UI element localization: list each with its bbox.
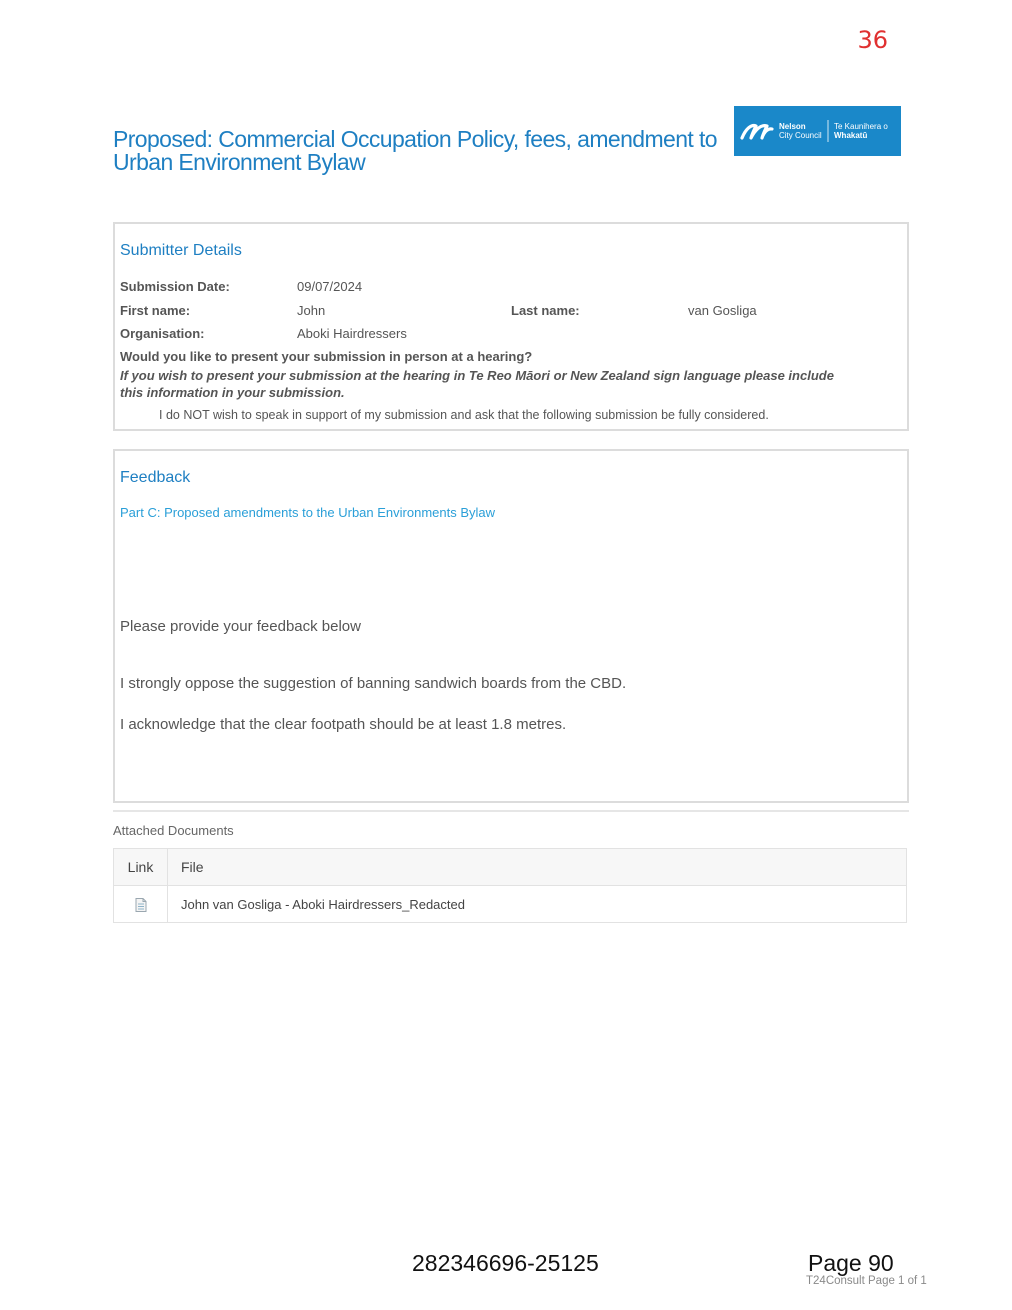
title-line-1: Proposed: Commercial Occupation Policy, fees, amendment to	[113, 126, 717, 152]
hearing-note	[120, 367, 900, 401]
feedback-prompt: Please provide your feedback below	[120, 618, 361, 635]
attachment-file-name: John van Gosliga - Aboki Hairdressers_Redacted	[168, 886, 907, 923]
feedback-title: Feedback	[120, 469, 191, 486]
organisation-value: Aboki Hairdressers	[297, 326, 407, 341]
first-name-label: First name:	[120, 303, 191, 318]
footer-reference: 282346696-25125	[412, 1250, 599, 1276]
organisation-label: Organisation:	[120, 326, 205, 341]
feedback-paragraph-2: I acknowledge that the clear footpath should be at least 1.8 metres.	[120, 716, 567, 733]
attachment-link-cell[interactable]	[114, 886, 168, 923]
hearing-note-line-2: this information in your submission.	[120, 385, 345, 400]
column-header-link: Link	[114, 849, 168, 886]
footer-consult-info: T24Consult Page 1 of 1	[806, 1275, 927, 1287]
logo-maori-line-2: Whakatū	[834, 131, 868, 140]
table-header-row	[114, 849, 907, 886]
logo-maori-line-1: Te Kaunihera o	[834, 122, 888, 131]
last-name-value: van Gosliga	[688, 303, 757, 318]
feedback-paragraph-1: I strongly oppose the suggestion of banning sandwich boards from the CBD.	[120, 675, 627, 692]
logo-name-line-2: City Council	[779, 131, 822, 140]
feedback-part-title: Part C: Proposed amendments to the Urban Environments Bylaw	[120, 505, 496, 520]
column-header-file: File	[168, 849, 907, 886]
table-row[interactable]	[114, 886, 907, 923]
hearing-note-line-1: If you wish to present your submission at the hearing in Te Reo Māori or New Zealand sign language please include	[120, 368, 834, 383]
footer-page-number: Page 90	[808, 1250, 894, 1276]
page-number-top: 36	[857, 26, 888, 54]
submitter-details-title: Submitter Details	[120, 242, 242, 259]
section-divider	[113, 810, 909, 812]
document-icon[interactable]	[135, 898, 147, 912]
attached-documents-label: Attached Documents	[113, 823, 234, 838]
submission-date-label: Submission Date:	[120, 279, 230, 294]
last-name-label: Last name:	[511, 303, 580, 318]
title-line-2: Urban Environment Bylaw	[113, 149, 366, 175]
hearing-answer: I do NOT wish to speak in support of my submission and ask that the following submission be fully considered.	[159, 408, 769, 422]
logo-mark-icon	[742, 126, 772, 139]
attached-documents-table	[113, 848, 907, 923]
nelson-city-council-logo	[734, 106, 901, 156]
hearing-question: Would you like to present your submission in person at a hearing?	[120, 349, 533, 364]
logo-name-line-1: Nelson	[779, 122, 806, 131]
first-name-value: John	[297, 303, 326, 318]
submission-date-value: 09/07/2024	[297, 279, 363, 294]
page-title	[113, 128, 723, 174]
